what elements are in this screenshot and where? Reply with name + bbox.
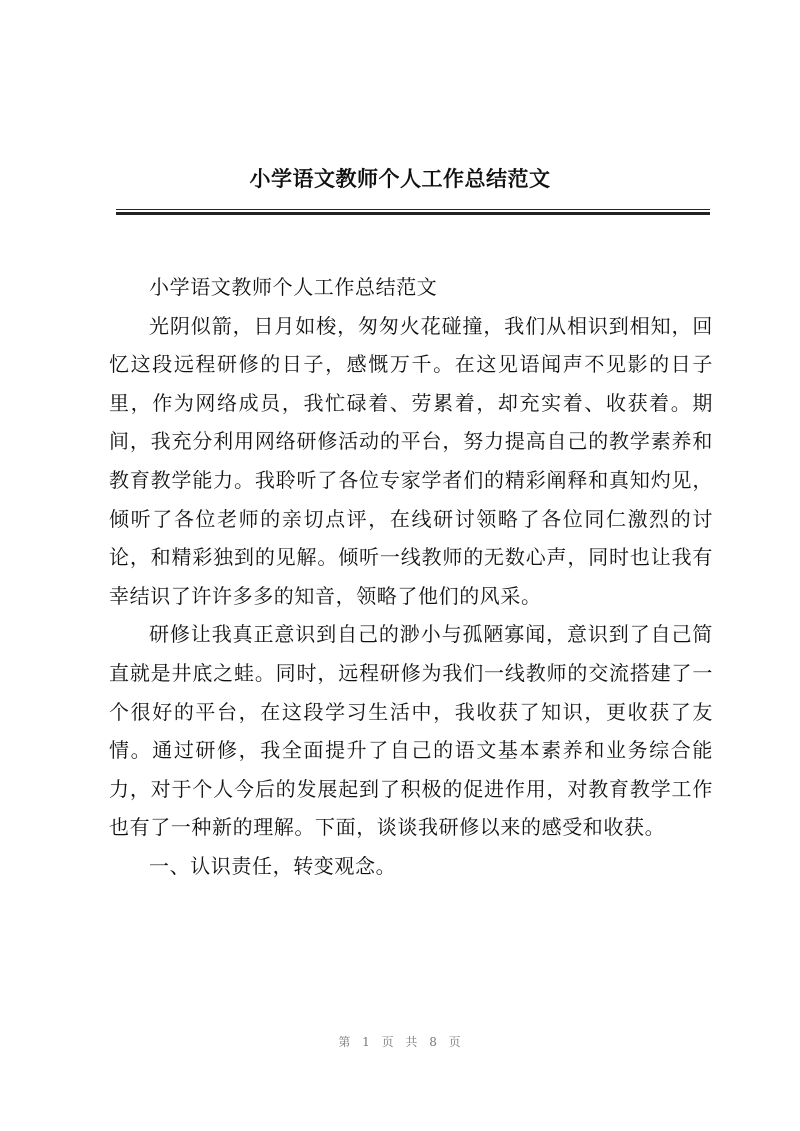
paragraph: 研修让我真正意识到自己的渺小与孤陋寡闻，意识到了自己简直就是井底之蛙。同时，远程研修为我们一线教师的交流搭建了一个很好的平台，在这段学习生活中，我收获了知识，更收获了友情。通过研修，我全面提升了自己的语文基本素养和业务综合能力，对于个人今后的发展起到了积极的促进作用，对教育教学工作也有了一种新的理解。下面，谈谈我研修以来的感受和收获。: [109, 622, 713, 840]
document-body: [109, 268, 713, 886]
page-footer: 第 1 页 共 8 页: [338, 1035, 462, 1049]
paragraph: 光阴似箭，日月如梭，匆匆火花碰撞，我们从相识到相知，回忆这段远程研修的日子，感慨万千。在这见语闻声不见影的日子里，作为网络成员，我忙碌着、劳累着，却充实着、收获着。期间，我充分利用网络研修活动的平台，努力提高自己的教学素养和教育教学能力。我聆听了各位专家学者们的精彩阐释和真知灼见，倾听了各位老师的亲切点评，在线研讨领略了各位同仁激烈的讨论，和精彩独到的见解。倾听一线教师的无数心声，同时也让我有幸结识了许许多多的知音，领略了他们的风采。: [109, 313, 713, 608]
header-divider: [116, 209, 710, 215]
page-header-title: 小学语文教师个人工作总结范文: [249, 166, 551, 191]
paragraph-title: 小学语文教师个人工作总结范文: [149, 275, 438, 299]
section-heading: 一、认识责任，转变观念。: [149, 853, 397, 878]
